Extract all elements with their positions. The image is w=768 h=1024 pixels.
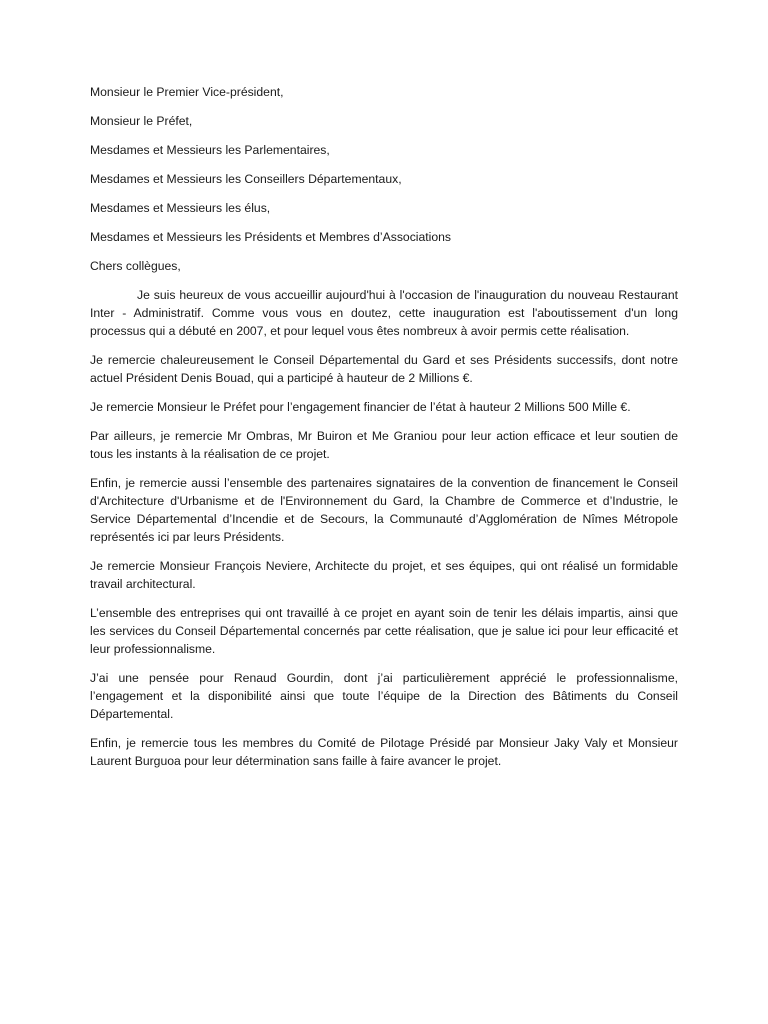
paragraph: Je remercie Monsieur François Neviere, Architecte du projet, et ses équipes, qui ont réalisé un formidable travail architectural.: [90, 559, 678, 591]
salutation-line: Mesdames et Messieurs les Présidents et Membres d’Associations: [90, 230, 452, 244]
paragraph: Je suis heureux de vous accueillir aujourd'hui à l'occasion de l'inauguration du nouveau Restaurant Inter - Administratif. Comme vous vous en doutez, cette inauguration est l'aboutissement d'un long processus qui a débuté en 2007, et pour lequel vous êtes nombreux à avoir permis cette réalisation.: [90, 288, 678, 338]
salutation-line: Monsieur le Préfet,: [90, 114, 193, 128]
paragraph: Par ailleurs, je remercie Mr Ombras, Mr Buiron et Me Graniou pour leur action efficace et leur soutien de tous les instants à la réalisation de ce projet.: [90, 429, 678, 461]
paragraph: Je remercie chaleureusement le Conseil Départemental du Gard et ses Présidents successifs, dont notre actuel Président Denis Bouad, qui a participé à hauteur de 2 Millions €.: [90, 353, 678, 385]
paragraph: L’ensemble des entreprises qui ont travaillé à ce projet en ayant soin de tenir les délais impartis, ainsi que les services du Conseil Départemental concernés par cette réalisation, que je salue ici pour leur efficacité et leur professionnalisme.: [90, 606, 678, 656]
salutation-line: Mesdames et Messieurs les Conseillers Départementaux,: [90, 172, 402, 186]
paragraph: J’ai une pensée pour Renaud Gourdin, dont j’ai particulièrement apprécié le professionnalisme, l’engagement et la disponibilité ainsi que toute l’équipe de la Direction des Bâtiments du Conseil Départemental.: [90, 671, 678, 721]
salutation-block: [90, 83, 678, 275]
salutation-line: Monsieur le Premier Vice-président,: [90, 85, 284, 99]
paragraph: Enfin, je remercie tous les membres du Comité de Pilotage Présidé par Monsieur Jaky Valy et Monsieur Laurent Burguoa pour leur détermination sans faille à faire avancer le projet.: [90, 736, 678, 768]
paragraph-block: [90, 286, 678, 770]
paragraph: Je remercie Monsieur le Préfet pour l’engagement financier de l’état à hauteur 2 Millions 500 Mille €.: [90, 400, 631, 414]
paragraph: Enfin, je remercie aussi l’ensemble des partenaires signataires de la convention de financement le Conseil d'Architecture d'Urbanisme et de l'Environnement du Gard, la Chambre de Commerce et d’Industrie, le Service Départemental d’Incendie et de Secours, la Communauté d’Agglomération de Nîmes Métropole représentés ici par leurs Présidents.: [90, 476, 678, 544]
salutation-line: Mesdames et Messieurs les Parlementaires,: [90, 143, 330, 157]
salutation-line: Chers collègues,: [90, 259, 181, 273]
salutation-line: Mesdames et Messieurs les élus,: [90, 201, 271, 215]
letter-body: [90, 83, 678, 781]
